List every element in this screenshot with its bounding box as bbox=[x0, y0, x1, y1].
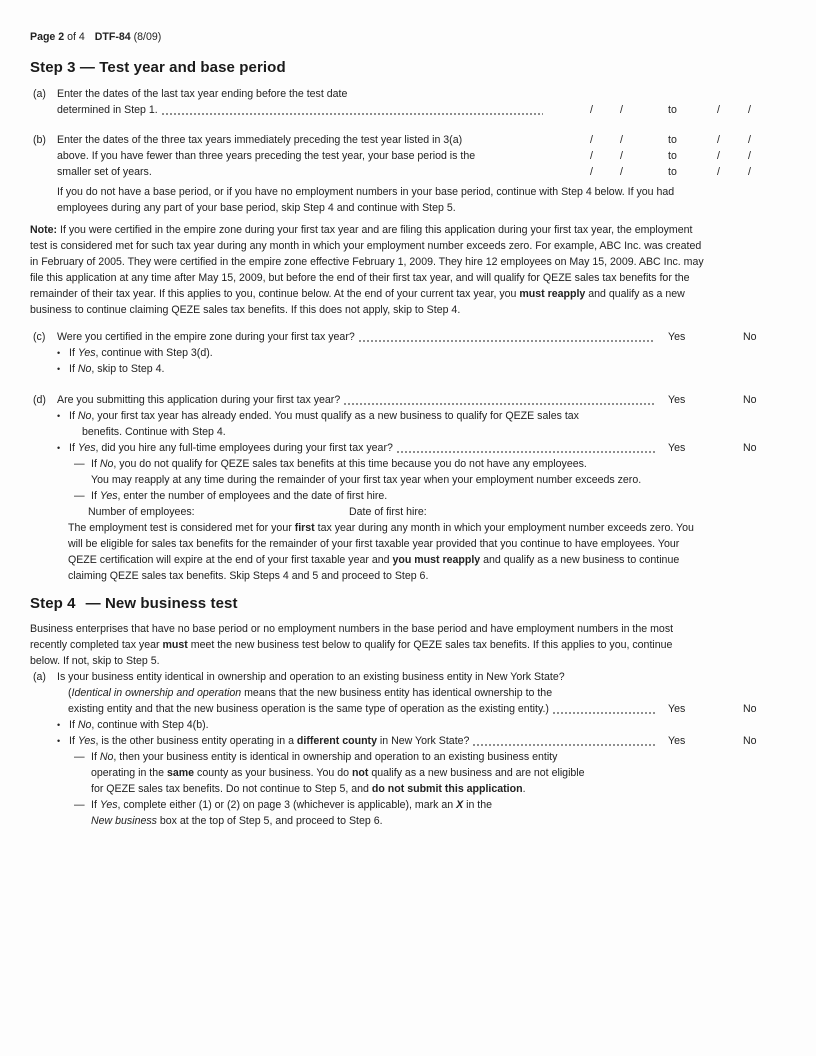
dash-continuation: for QEZE sales tax benefits. Do not continue to Step 5, and do not submit this application. bbox=[91, 783, 526, 795]
paragraph-line: file this application at any time after May 15, 2009, but before the end of their first tax year, and will qualify for QEZE sales tax benefits for the bbox=[30, 272, 690, 284]
dash-continuation: You may reapply at any time during the remainder of your first tax year when your employment number exceeds zero. bbox=[91, 474, 642, 486]
paragraph-line: If you do not have a base period, or if you have no employment numbers in your base period, continue with Step 4 below. If you had bbox=[57, 186, 675, 198]
step3-item-a bbox=[30, 86, 786, 118]
note-paragraph bbox=[30, 222, 786, 318]
date-range-field[interactable] bbox=[556, 132, 786, 148]
paragraph-line: Business enterprises that have no base period or no employment numbers in the base period and have employment numbers in the most bbox=[30, 623, 674, 635]
dash-icon: — bbox=[74, 458, 85, 470]
step3-heading: Step 3 — Test year and base period bbox=[30, 59, 286, 76]
paragraph-line: business to continue claiming QEZE sales tax benefits. If this does not apply, skip to Step 4. bbox=[30, 304, 461, 316]
date-to-label: to bbox=[668, 150, 677, 162]
step4-a-line3-text: existing entity and that the new business operation is the same type of operation as the existing entity.) bbox=[68, 703, 549, 715]
yes-no-field bbox=[668, 329, 786, 345]
fill-in-labels-row bbox=[57, 504, 786, 520]
paragraph-line: QEZE certification will expire at the end of your first taxable year and you must reapply and qualify as a new business to continue bbox=[68, 554, 680, 566]
step4-a-line2: (Identical in ownership and operation means that the new business entity has identical ownership to the bbox=[68, 687, 553, 699]
paragraph-line: remainder of their tax year. If this applies to you, continue below. At the end of your current tax year, you must reapply and qualify as a new bbox=[30, 288, 685, 300]
bullet-continuation: benefits. Continue with Step 4. bbox=[82, 426, 226, 438]
step3-item-d bbox=[30, 392, 786, 584]
date-separator: / bbox=[717, 104, 720, 116]
date-fields-b bbox=[556, 132, 786, 180]
step4-a-question-row bbox=[57, 701, 786, 717]
date-separator: / bbox=[620, 104, 623, 116]
date-of-first-hire-field[interactable]: Date of first hire: bbox=[349, 506, 427, 518]
item-a-label: (a) bbox=[33, 671, 46, 683]
item-b-line2: above. If you have fewer than three years preceding the test year, your base period is the bbox=[57, 150, 476, 162]
question-d-text: Are you submitting this application during your first tax year? bbox=[57, 394, 341, 406]
no-option[interactable]: No bbox=[743, 703, 757, 715]
date-separator: / bbox=[717, 150, 720, 162]
dotted-leader bbox=[359, 340, 655, 342]
bullet-icon: • bbox=[57, 736, 61, 746]
dash-text: If No, then your business entity is identical in ownership and operation to an existing business entity bbox=[91, 751, 558, 763]
bullet-line bbox=[57, 717, 786, 733]
dash-icon: — bbox=[74, 799, 85, 811]
date-separator: / bbox=[590, 134, 593, 146]
step4-item-a bbox=[30, 669, 786, 829]
item-a-label: (a) bbox=[33, 88, 46, 100]
employment-test-paragraph bbox=[57, 520, 786, 584]
dash-text: If No, you do not qualify for QEZE sales tax benefits at this time because you do not have any employees. bbox=[91, 458, 587, 470]
item-a-line2-text: determined in Step 1. bbox=[57, 104, 158, 116]
date-separator: / bbox=[590, 150, 593, 162]
paragraph-line: recently completed tax year must meet the new business test below to qualify for QEZE sales tax benefits. If this applies to you, continue bbox=[30, 639, 673, 651]
yes-option[interactable]: Yes bbox=[668, 331, 686, 343]
bullet-icon: • bbox=[57, 411, 61, 421]
date-to-label: to bbox=[668, 104, 677, 116]
date-separator: / bbox=[748, 166, 751, 178]
yes-no-field bbox=[668, 733, 786, 749]
dotted-leader bbox=[553, 712, 655, 714]
dash-line bbox=[57, 749, 786, 765]
date-separator: / bbox=[717, 166, 720, 178]
bullet-icon: • bbox=[57, 364, 61, 374]
item-a-line1: Enter the dates of the last tax year ending before the test date bbox=[57, 88, 348, 100]
dash-text: If Yes, enter the number of employees and the date of first hire. bbox=[91, 490, 388, 502]
date-separator: / bbox=[590, 166, 593, 178]
bullet-text: If Yes, did you hire any full-time employees during your first tax year? bbox=[69, 442, 393, 454]
item-b-line1: Enter the dates of the three tax years immediately preceding the test year listed in 3(a) bbox=[57, 134, 463, 146]
date-range-field[interactable] bbox=[556, 102, 786, 118]
no-option[interactable]: No bbox=[743, 442, 757, 454]
yes-no-field bbox=[668, 701, 786, 717]
date-range-field[interactable] bbox=[556, 148, 786, 164]
dash-icon: — bbox=[74, 490, 85, 502]
yes-no-field bbox=[668, 392, 786, 408]
bullet-text: If Yes, continue with Step 3(d). bbox=[69, 347, 213, 359]
step4-heading: Step 4 — New business test bbox=[30, 595, 238, 612]
date-separator: / bbox=[620, 150, 623, 162]
no-option[interactable]: No bbox=[743, 394, 757, 406]
dash-line bbox=[57, 488, 786, 504]
item-d-label: (d) bbox=[33, 394, 46, 406]
step3-item-b bbox=[30, 132, 786, 180]
date-separator: / bbox=[590, 104, 593, 116]
paragraph-line: employees during any part of your base period, skip Step 4 and continue with Step 5. bbox=[57, 202, 456, 214]
bullet-text: If No, continue with Step 4(b). bbox=[69, 719, 209, 731]
number-of-employees-field[interactable]: Number of employees: bbox=[88, 506, 195, 518]
bullet-text: If No, your first tax year has already ended. You must qualify as a new business to qualify for QEZE sales tax bbox=[69, 410, 579, 422]
step4-intro-paragraph bbox=[30, 621, 786, 669]
date-to-label: to bbox=[668, 166, 677, 178]
no-option[interactable]: No bbox=[743, 735, 757, 747]
paragraph-line: in February of 2005. They were certified in the empire zone effective February 1, 2009. They hire 12 employees on May 15, 2009. ABC Inc. may bbox=[30, 256, 704, 268]
item-a-line2 bbox=[57, 102, 556, 118]
step3-item-c bbox=[30, 329, 786, 377]
date-separator: / bbox=[620, 134, 623, 146]
question-row-d bbox=[57, 392, 786, 408]
paragraph-line: below. If not, skip to Step 5. bbox=[30, 655, 160, 667]
date-to-label: to bbox=[668, 134, 677, 146]
item-b-label: (b) bbox=[33, 134, 46, 146]
dash-continuation: operating in the same county as your business. You do not qualify as a new business and are not eligible bbox=[91, 767, 585, 779]
no-option[interactable]: No bbox=[743, 331, 757, 343]
bullet-text: If No, skip to Step 4. bbox=[69, 363, 165, 375]
bullet-line bbox=[57, 345, 786, 361]
question-row-c bbox=[57, 329, 786, 345]
dotted-leader bbox=[162, 113, 543, 115]
yes-option[interactable]: Yes bbox=[668, 735, 686, 747]
bullet-icon: • bbox=[57, 720, 61, 730]
yes-option[interactable]: Yes bbox=[668, 703, 686, 715]
dash-text: If Yes, complete either (1) or (2) on page 3 (whichever is applicable), mark an X in the bbox=[91, 799, 493, 811]
date-fields-a bbox=[556, 86, 786, 118]
date-separator: / bbox=[620, 166, 623, 178]
date-separator: / bbox=[748, 104, 751, 116]
date-range-field[interactable] bbox=[556, 164, 786, 180]
question-c-text: Were you certified in the empire zone during your first tax year? bbox=[57, 331, 355, 343]
paragraph-line: The employment test is considered met for your first tax year during any month in which your employment number exceeds zero. You bbox=[68, 522, 694, 534]
bullet-icon: • bbox=[57, 348, 61, 358]
dotted-leader bbox=[473, 744, 655, 746]
dotted-leader bbox=[344, 403, 655, 405]
paragraph-line: Note: If you were certified in the empire zone during your first tax year and are filing this application during your first tax year, the employment bbox=[30, 224, 693, 236]
yes-option[interactable]: Yes bbox=[668, 442, 686, 454]
bullet-icon: • bbox=[57, 443, 61, 453]
bullet-line bbox=[57, 361, 786, 377]
yes-no-field bbox=[668, 440, 786, 456]
bullet-question-row bbox=[57, 440, 786, 456]
dash-icon: — bbox=[74, 751, 85, 763]
item-b-line3: smaller set of years. bbox=[57, 166, 152, 178]
date-separator: / bbox=[717, 134, 720, 146]
date-separator: / bbox=[748, 150, 751, 162]
paragraph-line: will be eligible for sales tax benefits for the remainder of your first taxable year provided that you continue to have employees. Your bbox=[68, 538, 680, 550]
item-c-label: (c) bbox=[33, 331, 46, 343]
dotted-leader bbox=[397, 451, 655, 453]
bullet-line bbox=[57, 408, 786, 424]
step4-a-line1: Is your business entity identical in ownership and operation to an existing business entity in New York State? bbox=[57, 671, 565, 683]
yes-option[interactable]: Yes bbox=[668, 394, 686, 406]
dash-line bbox=[57, 456, 786, 472]
dash-line bbox=[57, 797, 786, 813]
paragraph-line: claiming QEZE sales tax benefits. Skip Steps 4 and 5 and proceed to Step 6. bbox=[68, 570, 429, 582]
paragraph-line: test is considered met for such tax year during any month in which your employment number exceeds zero. For example, ABC Inc. was created bbox=[30, 240, 702, 252]
base-period-paragraph bbox=[57, 184, 786, 216]
bullet-text: If Yes, is the other business entity operating in a different county in New York State? bbox=[69, 735, 470, 747]
bullet-question-row bbox=[57, 733, 786, 749]
page-header: Page 2 of 4 DTF-84 (8/09) bbox=[30, 31, 162, 43]
date-separator: / bbox=[748, 134, 751, 146]
dash-continuation: New business box at the top of Step 5, and proceed to Step 6. bbox=[91, 815, 383, 827]
